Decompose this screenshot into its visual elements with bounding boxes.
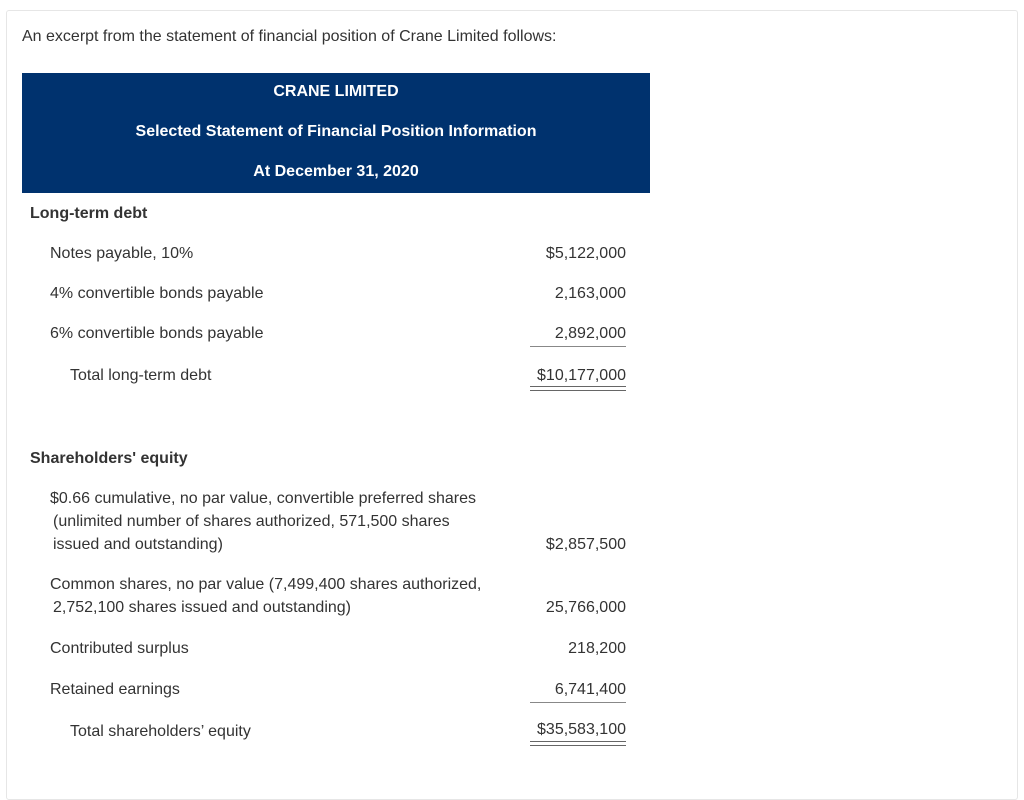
total-equity-double-rule: [530, 741, 626, 746]
total-debt-amount: $10,177,000: [537, 367, 626, 384]
equity-subtotal-rule: [530, 702, 626, 703]
common-amount: 25,766,000: [545, 599, 626, 616]
notes-payable-amount: $5,122,000: [545, 245, 626, 262]
bonds-4pct-label: 4% convertible bonds payable: [50, 285, 264, 302]
statement-date: At December 31, 2020: [253, 163, 419, 180]
common-line-2: 2,752,100 shares issued and outstanding): [53, 599, 351, 616]
preferred-line-2: (unlimited number of shares authorized, 571,500 shares: [53, 513, 450, 530]
statement-title: Selected Statement of Financial Position Information: [135, 123, 537, 140]
retained-label: Retained earnings: [50, 681, 180, 698]
statement-header: [22, 73, 650, 193]
total-equity-label: Total shareholders’ equity: [70, 723, 251, 740]
bonds-4pct-amount: 2,163,000: [554, 285, 626, 302]
subtotal-rule: [530, 346, 626, 347]
preferred-line-3: issued and outstanding): [53, 536, 223, 553]
preferred-line-1: $0.66 cumulative, no par value, convertible preferred shares: [50, 490, 477, 507]
total-equity-amount: $35,583,100: [537, 721, 626, 738]
total-debt-double-rule: [530, 386, 626, 391]
preferred-amount: $2,857,500: [545, 536, 626, 553]
total-debt-label: Total long-term debt: [70, 367, 212, 384]
bonds-6pct-label: 6% convertible bonds payable: [50, 325, 264, 342]
retained-amount: 6,741,400: [554, 681, 626, 698]
long-term-debt-heading: Long-term debt: [30, 205, 148, 222]
equity-heading: Shareholders' equity: [30, 450, 188, 467]
common-line-1: Common shares, no par value (7,499,400 shares authorized,: [50, 576, 482, 593]
intro-text: An excerpt from the statement of financial position of Crane Limited follows:: [22, 28, 557, 45]
company-name: CRANE LIMITED: [273, 83, 399, 100]
notes-payable-label: Notes payable, 10%: [50, 245, 194, 262]
surplus-amount: 218,200: [568, 640, 626, 657]
surplus-label: Contributed surplus: [50, 640, 189, 657]
bonds-6pct-amount: 2,892,000: [554, 325, 626, 342]
